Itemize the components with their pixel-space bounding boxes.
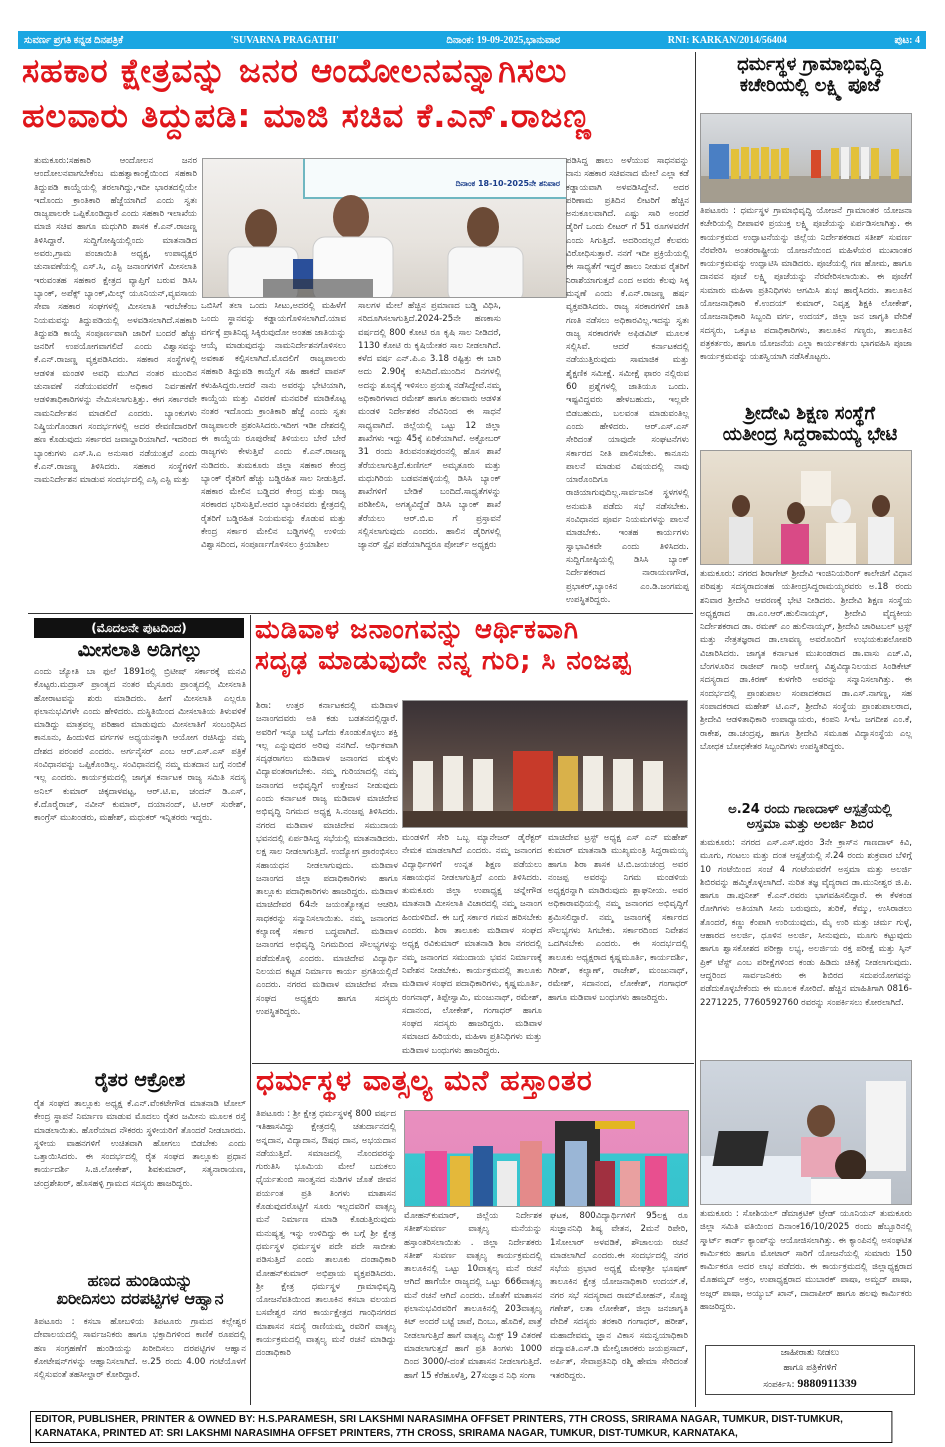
rni-number: RNI: KARKAN/2014/56404 [667, 34, 787, 46]
madivala-column-3: ಮಾಚಿದೇವ ಟ್ರಸ್ಟ್ ಅಧ್ಯಕ್ಷ ಎಸ್ ಎನ್ ಮಹೇಶ್ ಕುಮಾರ್ ಮಾತನಾಡಿ ಮುಖ್ಯಮಂತ್ರಿ ಸಿದ್ದರಾಮಯ್ಯ ಹಾಗೂ ಶಿರಾ ಶಾಸಕ ಟಿ.ಬಿ.ಜಯಚಂದ್ರ ಅವರ ನಂಜಪ್ಪ ಅವರನ್ನು ನಿಗಮ ಮಂಡಳಿಯ ಅಧ್ಯಕ್ಷರನ್ನಾಗಿ ಮಾಡಿರುವುದು ಶ್ಲಾಘನೀಯ. ಅವರ ಅಧಿಕಾರಾವಧಿಯಲ್ಲಿ ನಮ್ಮ ಜನಾಂಗದ ಅಭಿವೃದ್ಧಿಗೆ ಶ್ರಮಿಸಲಿದ್ದಾರೆ. ನಮ್ಮ ಜನಾಂಗಕ್ಕೆ ಸರ್ಕಾರದ ಸೌಲಭ್ಯಗಳು ಸಿಗಬೇಕು. ಸರ್ಕಾರದಿಂದ ನಿವೇಶನ ಒದಗಿಸಬೇಕು ಎಂದರು. ಈ ಸಂದರ್ಭದಲ್ಲಿ ತಾಲೂಕು ಅಧ್ಯಕ್ಷರಾದ ಕೃಷ್ಣಮೂರ್ತಿ, ಕಾರ್ಯದರ್ಶಿ, ಗಿರೀಶ್, ಕಲ್ಯಾಣ್, ರಾಜೇಶ್, ಮಂಜುನಾಥ್, ರಮೇಶ್, ಸದಾನಂದ, ಲೋಕೇಶ್, ಗಂಗಾಧರ್ ಹಾಗೂ ಮಡಿವಾಳ ಬಂಧುಗಳು ಹಾಜರಿದ್ದರು. [548, 833, 688, 1003]
reservation-foundation-body: ಎಂದು ಜ್ಯೋತಿ ಬಾ ಫುಲೆ 1891ರಲ್ಲಿ ಬ್ರಿಟೀಷ್ ಸರ್ಕಾರಕ್ಕೆ ಮನವಿ ಕೊಟ್ಟರು.ಮದ್ರಾಸ್ ಪ್ರಾಂತ್ಯದ ನಂತರ ಮೈಸೂರು ಪ್ರಾಂತ್ಯದಲ್ಲಿ ಮೀಸಲಾತಿ ಹೋರಾಟವನ್ನು ಶುರು ಮಾಡಿದರು. ಹೀಗೆ ಮೀಸಲಾತಿ ಎಲ್ಲರೂ ಫಲಾನುಭವಿಗಳೇ ಎಂದು ಹೇಳಿದರು. ದುಸ್ಥಿತಿಯಿಂದ ಮೀಸಲಾತಿಯ ತಿಳುವಳಿಕೆ ಮಾಡಿದ್ದು ಮಾತ್ರವಲ್ಲ ಪರಿಹಾರ ಮಾಡುವುದು ಮೀಸಲಾತಿಗೆ ಸಂಬಂಧಿಸಿದ ಕಾನೂನು, ಹಿಂದುಳಿದ ವರ್ಗಗಳ ಅಧ್ಯಯನಕ್ಕಾಗಿ ಆಯೋಗ ರಚಿಸಿದ್ದು ನಮ್ಮ ದೇಶದ ಪರಂಪರೆ ಎಂದರು. ಅರ್ಗನೈಸರ್ ಎಂಬ ಆರ್.ಎಸ್.ಎಸ್ ಪತ್ರಿಕೆ ಸಂವಿಧಾನವನ್ನು ಒಪ್ಪಿಕೊಂಡಿಲ್ಲ. ಸಂವಿಧಾನದಲ್ಲಿ ನಮ್ಮ ಮತದಾನ ಬಗ್ಗೆ ನಂಬಿಕೆ ಇಲ್ಲ ಎಂದರು. ಕಾರ್ಯಕ್ರಮದಲ್ಲಿ ಜಾಗೃತ ಕರ್ನಾಟಕ ರಾಜ್ಯ ಸಮಿತಿ ಸದಸ್ಯ ಅನಿಲ್ ಕುಮಾರ್ ಚಿಕ್ಕದಾಳವಟ್ಟ, ಆರ್.ಟಿ.ಐ, ಚಂದನ್ ಡಿ.ಎಸ್, ಕೆ.ದೊರೈರಾಜ್, ನವೀನ್ ಕುಮಾರ್, ದಯಾನಂದ್, ಟಿ.ಆರ್ ಸುರೇಶ್, ಕಾಂಗ್ರೆಸ್ ಮುಖಂಡರು, ಮಹೇಶ್, ಮಧುಕರ್ ಇನ್ನಿತರರು ಇದ್ದರು. [34, 667, 246, 824]
sridevi-headline-line2: ಯತೀಂದ್ರ ಸಿದ್ದರಾಮಯ್ಯ ಭೇಟಿ [722, 423, 898, 445]
madivala-headline [255, 617, 695, 676]
tender-headline-line1: ಹಣದ ಹುಂಡಿಯನ್ನು [87, 1271, 193, 1290]
lead-headline-line1: ಸಹಕಾರ ಕ್ಷೇತ್ರವನ್ನು ಜನರ ಆಂದೋಲನವನ್ನಾಗಿಸಲು [22, 51, 568, 90]
ad-phone-number: 9880911339 [797, 1376, 857, 1390]
photo-banner-date: ದಿನಾಂಕ 18-10-2025ನೇ ಶನಿವಾರ [455, 179, 560, 188]
sridevi-headline-line1: ಶ್ರೀದೇವಿ ಶಿಕ್ಷಣ ಸಂಸ್ಥೆಗೆ [745, 403, 875, 424]
lead-photo-press-conference [202, 158, 567, 298]
lead-column-3: ಸಾಲಗಳ ಮೇಲೆ ಹೆಚ್ಚಿನ ಪ್ರಮಾಣದ ಬಡ್ಡಿ ವಿಧಿಸಿ, ಸರಿದೂಗಿಸಲಾಗುತ್ತಿದೆ.2024-25ನೇ ಹಣಕಾಸು ವರ್ಷದಲ್ಲಿ 800 ಕೋಟಿ ರೂ ಕೃಷಿ ಸಾಲ ನೀಡಿದರೆ, 1130 ಕೋಟಿ ರು ಕೃಷಿಯೇತರ ಸಾಲ ನೀಡಲಾಗಿದೆ. ಕಳೆದ ವರ್ಷ ಎನ್.ಪಿ.ಎ 3.18 ರಷ್ಟಿತ್ತು ಈ ಬಾರಿ ಅದು 2.90ಕ್ಕೆ ಕುಸಿದಿದೆ.ಮುಂದಿನ ದಿನಗಳಲ್ಲಿ ಅದನ್ನು ಶೂನ್ಯಕ್ಕೆ ಇಳಿಸಲು ಪ್ರಯತ್ನ ನಡೆಸಿದ್ದೇವೆ.ನಮ್ಮ ಅಧಿಕಾರಿಗಳಾದ ರಮೇಶ್ ಹಾಗೂ ಹಲವಾರು ಆಡಳಿತ ಮಂಡಳಿ ನಿರ್ದೇಶಕರ ನೆರವಿನಿಂದ ಈ ಸಾಧನೆ ಸಾಧ್ಯವಾಗಿದೆ. ಜಿಲ್ಲೆಯಲ್ಲಿ ಒಟ್ಟು 12 ಜಿಲ್ಲಾ ಶಾಖೆಗಳು ಇದ್ದು 45ಕ್ಕೆ ಏರಿಕೆಯಾಗಿವೆ. ಅಕ್ಟೋಬರ್ 31 ರಂದು ತಿರುವನಂತಪುರಂನಲ್ಲಿ ಹೊಸ ಶಾಖೆ ತೆರೆಯಲಾಗುತ್ತಿದೆ.ಕುಣಿಗಲ್ ಅಮೃತೂರು ಮತ್ತು ಮಧುಗಿರಿಯ ಬಡವನಹಳ್ಳಿಯಲ್ಲಿ ಡಿಸಿಸಿ ಬ್ಯಾಂಕ್ ಶಾಖೆಗಳಿಗೆ ಬೇಡಿಕೆ ಬಂದಿದೆ.ಸಾಧ್ಯತೆಗಳನ್ನು ಪರಿಶೀಲಿಸಿ, ಅಗತ್ಯವಿದ್ದೆಡೆ ಡಿಸಿಸಿ ಬ್ಯಾಂಕ್ ಶಾಖೆ ತೆರೆಯಲು ಆರ್.ಬಿ.ಐ ಗೆ ಪ್ರಸ್ತಾವನೆ ಸಲ್ಲಿಸಲಾಗುವುದು ಎಂದರು. ಹಾಲಿನ ಡೈರಿಗಳಲ್ಲಿ ಜ್ಯಾನರ್ ಸ್ಪೈನ ಪಡೆಯಾಗಿದ್ದರೂ ಪೋರ್ಜ್ ಅಧ್ಯಕ್ಷರು [358, 301, 501, 551]
tender-body: ತಿಪಟೂರು : ಕಸಬಾ ಹೋಬಳಿಯ ತಿಪಟೂರು ಗ್ರಾಮದ ಕಲ್ಲೇಶ್ವರ ದೇವಾಲಯದಲ್ಲಿ ಸಾರ್ವಜನಿಕರು ಹಾಗೂ ಭಕ್ತಾದಿಗಳಿಂದ ಕಾಣಿಕೆ ರೂಪದಲ್ಲಿ ಹಣ ಸಂಗ್ರಹಣೆಗೆ ಹುಂಡಿಯನ್ನು ಖರೀದಿಸಲು ದರಪಟ್ಟಿಗಳ ಆಹ್ವಾನ ಕೋಟೇಷನ್‌ಗಳನ್ನು ಆಹ್ವಾನಿಸಲಾಗಿದೆ. ಅ.25 ರಂದು 4.00 ಗಂಟೆಯೊಳಗೆ ಸಲ್ಲಿಸುವಂತೆ ತಹಸೀಲ್ದಾರ್ ಕೋರಿದ್ದಾರೆ. [34, 1317, 246, 1381]
sridevi-headline [700, 404, 920, 445]
lakshmi-pooja-body: ತಿಪಟೂರು : ಧರ್ಮಸ್ಥಳ ಗ್ರಾಮಾಭಿವೃದ್ಧಿ ಯೋಜನೆ ಗ್ರಾಮಾಂತರ ಯೋಜನಾ ಕಚೇರಿಯಲ್ಲಿ ದೀಪಾವಳಿ ಪ್ರಯುಕ್ತ ಲಕ್ಷ್ಮಿ ಪೂಜೆಯನ್ನು ಏರ್ಪಡಿಸಲಾಗಿತ್ತು. ಈ ಕಾರ್ಯಕ್ರಮದ ಉದ್ಘಾಟನೆಯನ್ನು ಜಿಲ್ಲೆಯ ನಿರ್ದೇಶಕರಾದ ಸತೀಶ್ ಸುವರ್ಣ ನೆರವೇರಿಸಿ ಅಂತರರಾಷ್ಟ್ರೀಯ ಯೋಜನೆಯಿಂದ ಮಹಿಳೆಯರ ಮುಖಾಂತರ ಕಾರ್ಯಕ್ರಮವನ್ನು ಉದ್ಘಾಟಿಸಿ ಮಾಡಿದರು. ಪೂಜೆಯಲ್ಲಿ ಗಣ ಹೋಮ, ಹಾಗೂ ದಾನವನ ಪೂಜೆ ಲಕ್ಷ್ಮಿ ಪೂಜೆಯನ್ನು ನೆರವೇರಿಸಲಾಯಿತು. ಈ ಪೂಜೆಗೆ ಸುಮಾರು ಮಹಿಳಾ ಪ್ರತಿನಿಧಿಗಳು ಆಗಮಿಸಿ ಶುಭ ಹಾರೈಸಿದರು. ತಾಲೂಕಿನ ಯೋಜನಾಧಿಕಾರಿ ಕೆ.ಉದಯ್ ಕುಮಾರ್, ನಿವೃತ್ತ ಶಿಕ್ಷಕಿ ಲೋಕೇಶ್, ಯೋಜನಾಧಿಕಾರಿ ಸಿಬ್ಬಂದಿ ವರ್ಗ, ಉದಯ್, ಜಿಲ್ಲಾ ಜನ ಜಾಗೃತಿ ವೇದಿಕೆ ಸದಸ್ಯರು, ಒಕ್ಕೂಟ ಪದಾಧಿಕಾರಿಗಳು, ತಾಲೂಕಿನ ಗಣ್ಯರು, ತಾಲೂಕಿನ ಪತ್ರಕರ್ತರು, ಹಾಗೂ ಯೋಜನೆಯ ಎಲ್ಲಾ ಕಾರ್ಯಕರ್ತರು ಭಾಗವಹಿಸಿ ಪೂಜಾ ಕಾರ್ಯಕ್ರಮವನ್ನು ಯಶಸ್ವಿಯಾಗಿ ನಡೆಸಿಕೊಟ್ಟರು. [700, 206, 912, 363]
press-conference-people-illustration [203, 159, 567, 298]
ad-contact-label: ಸಂಪರ್ಕಿಸಿ: [763, 1380, 795, 1390]
lakshmi-pooja-photo [700, 113, 912, 203]
lead-headline-line2: ಹಲವಾರು ತಿದ್ದುಪಡಿ: ಮಾಜಿ ಸಚಿವ ಕೆ.ಎನ್.ರಾಜಣ್ಣ [22, 95, 592, 135]
advertisement-contact-box [705, 1345, 915, 1395]
reservation-foundation-headline: ಮೀಸಲಾತಿ ಅಡಿಗಲ್ಲು [77, 639, 203, 661]
vatsalya-column-3: ಘಟಕ, 800ವಿದ್ಯಾರ್ಥಿಗಳಿಗೆ 95ಲಕ್ಷ ರೂ ಸುಜ್ಞಾನನಿಧಿ ಶಿಷ್ಯ ವೇತನ, 2ಮನೆ ರಿಪೇರಿ, 1ಸೋಲಾರ್ ಅಳವಡಿಕೆ, ಶೌಚಾಲಯ ರಚನೆ ಮಾಡಲಾಗಿದೆ ಎಂದರು.ಈ ಸಂದರ್ಭದಲ್ಲಿ ನಗರ ಸಭೆಯ ಪ್ರಭಾರ ಅಧ್ಯಕ್ಷೆ ಮೇಘಶ್ರೀ ಭೂಷಣ್ ತಾಲೂಕಿನ ಕ್ಷೇತ್ರ ಯೋಜನಾಧಿಕಾರಿ ಉದಯ್.ಕೆ, ನಗರ ಸಭೆ ಸದಸ್ಯರಾದ ರಾಮ್‌ಮೋಹನ್, ಸೊಪ್ಪು ಗಣೇಶ್, ಲತಾ ಲೋಕೇಶ್, ಜಿಲ್ಲಾ ಜನಜಾಗೃತಿ ವೇದಿಕೆ ಸದಸ್ಯರು ತರಕಾರಿ ಗಂಗಾಧರ್, ಹರೀಶ್, ಮಹಾದೇವಮ್ಮ ಜ್ಞಾನ ವಿಕಾಸ ಸಮನ್ವಯಾಧಿಕಾರಿ ಪದ್ಮಾವತಿ.ಎಸ್.ಡಿ ಮೇಲ್ವಿಚಾರಕರು ಜಯಪ್ರಸಾದ್, ಅರ್ಪಿತ್, ಸೇವಾಪ್ರತಿನಿಧಿ ರಶ್ಮಿ ಹೇಮಾ ಸೇರಿದಂತೆ ಇತರರಿದ್ದರು. [550, 1211, 688, 1381]
column-divider [695, 52, 696, 1407]
laptop-desk-illustration [701, 1061, 912, 1205]
paper-name-kannada: ಸುವರ್ಣ ಪ್ರಗತಿ ಕನ್ನಡ ದಿನಪತ್ರಿಕೆ [24, 34, 124, 46]
smart-card-camp-body: ತುಮಕೂರು : ಸೋಶಿಯಲ್ ಡೆಮಾಕ್ರಟಿಕ್ ಟ್ರೇಡ್ ಯೂನಿಯನ್ ತುಮಕೂರು ಜಿಲ್ಲಾ ಸಮಿತಿ ವತಿಯಿಂದ ದಿನಾಂಕ16/10/2025 ರಂದು ಹೆಬ್ಬೂರಿನಲ್ಲಿ ಸ್ಮಾರ್ಟ್ ಕಾರ್ಡ್ ಕ್ಯಾಂಪ್‌ನ್ನು ಆಯೋಜಿಸಲಾಗಿತ್ತು. ಈ ಕ್ಯಾಂಪಿನಲ್ಲಿ ಅಸಂಘಟಿತ ಕಾರ್ಮಿಕರು ಹಾಗೂ ಮೋಟಾರ್ ಸಾರಿಗೆ ಯೋಜನೆಯಲ್ಲಿ ಸುಮಾರು 150 ಕಾರ್ಮಿಕರೂ ಅದರ ಲಾಭ ಪಡೆದರು. ಈ ಕಾರ್ಯಕ್ರಮದಲ್ಲಿ ಜಿಲ್ಲಾಧ್ಯಕ್ಷರಾದ ಮೊಹಮ್ಮದ್ ಅಕ್ರಂ, ಉಪಾಧ್ಯಕ್ಷರಾದ ಮುಬಾರಕ್ ಪಾಷಾ, ಅಮ್ಜದ್ ಪಾಷಾ, ಅಜ್ಗರ್ ಪಾಷಾ, ಅಯ್ಯುಬ್ ಖಾನ್, ದಾದಾಪೀರ್ ಹಾಗೂ ಹಲವು ಕಾರ್ಮಿಕರು ಹಾಜರಿದ್ದರು. [700, 1209, 912, 1313]
asthma-camp-headline-line2: ಅಸ್ತಮಾ ಮತ್ತು ಅಲರ್ಜಿ ಶಿಬಿರ [746, 816, 874, 832]
ad-contact [706, 1376, 914, 1393]
vatsalya-column-1: ತಿಪಟೂರು : ಶ್ರೀ ಕ್ಷೇತ್ರ ಧರ್ಮಸ್ಥಳಕ್ಕೆ 800 ವರ್ಷದ ಇತಿಹಾಸವಿದ್ದು ಕ್ಷೇತ್ರದಲ್ಲಿ ಚತುರ್ದಾನದಲ್ಲಿ ಅನ್ನದಾನ, ವಿದ್ಯಾದಾನ, ಔಷಧ ದಾನ, ಅಭಯದಾನ ನಡೆಯುತ್ತಿದೆ. ಸಮಾಜದಲ್ಲಿ ನೊಂದವರನ್ನು ಗುರುತಿಸಿ ಭೂಮಿಯ ಮೇಲೆ ಬದುಕಲು ಧೈರ್ಯತುಂಬಿ ಸಾಂತ್ವನದ ನುಡಿಗಳ ಜೊತೆ ಜೀವನ ಪರ್ಯಂತ ಪ್ರತಿ ತಿಂಗಳು ಮಾಶಾಸನ ಕೊಡುವುದರೊಟ್ಟಿಗೆ ಸೂರು ಇಲ್ಲದವರಿಗೆ ವಾತ್ಸಲ್ಯ ಮನೆ ನಿರ್ಮಾಣ ಮಾಡಿ ಕೊಡುತ್ತಿರುವುದು ಮನುಷ್ಯತ್ವ ಇನ್ನು ಉಳಿದಿದ್ದು ಈ ಬಗ್ಗೆ ಶ್ರೀ ಕ್ಷೇತ್ರ ಧರ್ಮಸ್ಥಳ ಧರ್ಮಸ್ಥಳ ಪದೇ ಪದೇ ಸಾಬೀತು ಪಡಿಸುತ್ತಿದೆ ಎಂದು ತಾಲೂಕು ದಂಡಾಧಿಕಾರಿ ಮೋಹನ್‌ಕುಮಾರ್ ಅಭಿಪ್ರಾಯ ವ್ಯಕ್ತಪಡಿಸಿದರು. ಶ್ರೀ ಕ್ಷೇತ್ರ ಧರ್ಮಸ್ಥಳ ಗ್ರಾಮಾಭಿವೃದ್ಧಿ ಯೋಜನೆವತಿಯಿಂದ ತಾಲೂಕಿನ ಕಸಬಾ ವಲಯದ ಬಸವೇಶ್ವರ ನಗರ ಕಾರ್ಯಕ್ಷೇತ್ರದ ಗಾಂಧಿನಗರದ ಮಾಶಾಸನ ಸದಸ್ಯೆ ರಾಣಿಯಮ್ಮ ರವರಿಗೆ ವಾತ್ಸಲ್ಯ ಕಾರ್ಯಕ್ರಮದಲ್ಲಿ ವಾತ್ಸಲ್ಯ ಮನೆ ರಚನೆ ಮಾಡಿದ್ದು ದಂಡಾಧಿಕಾರಿ [256, 1109, 396, 1359]
lakshmi-pooja-headline-line1: ಧರ್ಮಸ್ಥಳ ಗ್ರಾಮಾಭಿವೃದ್ಧಿ [737, 54, 883, 75]
asthma-camp-headline [700, 803, 920, 833]
lead-column-1: ತುಮಕೂರು:ಸಹಕಾರಿ ಆಂದೋಲನ ಜನರ ಆಂದೋಲನವಾಗಬೇಕೆಂಬ ಮಹತ್ವಾಕಾಂಕ್ಷೆಯಿಂದ ಸಹಕಾರಿ ತಿದ್ದುಪಡಿ ಕಾಯ್ದೆಯಲ್ಲಿ ತರಲಾಗಿದ್ದು,ಇದೀ ಭಾರತದಲ್ಲಿಯೇ ಇದೊಂದು ಕ್ರಾಂತಿಕಾರಿ ಹೆಜ್ಜೆಯಾಗಿದೆ ಎಂದು ಸ್ವತಃ ರಾಜ್ಯಪಾಲರೇ ಒಪ್ಪಿಕೊಂಡಿದ್ದಾರೆ ಎಂದು ಸಹಕಾರಿ ಇಲಾಖೆಯ ಮಾಜಿ ಸಚಿವ ಹಾಗೂ ಮಧುಗಿರಿ ಶಾಸಕ ಕೆ.ಎನ್.ರಾಜಣ್ಣ ತಿಳಿಸಿದ್ದಾರೆ. ಸುದ್ದಿಗೋಷ್ಠಿಯಲ್ಲಿಂದು ಮಾತನಾಡಿದ ಅವರು,ಗ್ರಾಮ ಪಂಚಾಯಿತಿ ಅಧ್ಯಕ್ಷ, ಉಪಾಧ್ಯಕ್ಷರ ಚುನಾವಣೆಯಲ್ಲಿ ಎಸ್.ಸಿ, ಎಸ್ಟಿ ಜನಾಂಗಗಳಿಗೆ ಮೀಸಲಾತಿ ಇರುವಂತಹ ಸಹಕಾರ ಕ್ಷೇತ್ರದ ವ್ಯಾಪ್ತಿಗೆ ಬರುವ ಡಿಸಿಸಿ ಬ್ಯಾಂಕ್, ಅಪೆಕ್ಸ್ ಬ್ಯಾಂಕ್,ಮಿಲ್ಕ್ ಯೂನಿಯನ್,ವ್ಯವಸಾಯ ಸೇವಾ ಸಹಕಾರ ಸಂಘಗಳಲ್ಲಿ ಮೀಸಲಾತಿ ಇರಬೇಕೆಂಬ ನಿಯಮವನ್ನು ತಿದ್ದುಪಡಿಯಲ್ಲಿ ಅಳವಡಿಸಲಾಗಿದೆ.ಸಹಕಾರಿ ತಿದ್ದುಪಡಿ ಕಾಯ್ದೆ ಸಂಪೂರ್ಣವಾಗಿ ಜಾರಿಗೆ ಬಂದರೆ ಹೆಚ್ಚು ಜನರಿಗೆ ಉಪಯೋಗವಾಗಲಿದೆ ಎಂದು ವಿಶ್ವಾಸವನ್ನು ಕೆ.ಎನ್.ರಾಜಣ್ಣ ವ್ಯಕ್ತಪಡಿಸಿದರು. ಸಹಕಾರ ಸಂಸ್ಥೆಗಳಲ್ಲಿ ಆಡಳಿತ ಮಂಡಳಿ ಅವಧಿ ಮುಗಿದ ನಂತರ ಮುಂದಿನ ಚುನಾವಣೆ ನಡೆಯುವವರೆಗೆ ಅಧಿಕಾರ ನಿರ್ವಹಣೆಗೆ ಆಡಳಿತಾಧಿಕಾರಿಗಳನ್ನು ನೇಮಿಸಲಾಗುತ್ತಿತ್ತು. ಈಗ ಸರ್ಕಾರವೇ ನಾಮನಿರ್ದೇಶನ ಮಾಡಲಿದೆ ಎಂದರು. ಬ್ಯಾಂಕುಗಳು ನಿಷ್ಕ್ರಿಯಗೊಂಡಾಗ ಸಂದರ್ಭಗಳಲ್ಲಿ ಅದರ ಠೇವಣಿದಾರರಿಗೆ ಹಣ ಕೊಡುವುದು ಸರ್ಕಾರದ ಜವಾಬ್ದಾರಿಯಾಗಿದೆ. ಇದರಿಂದ ಬ್ಯಾಂಕುಗಳು ಎಸ್.ಸಿ.ಎ ಅನುಸಾರ ನಡೆಯುತ್ತವೆ ಎಂದು ಕೆ.ಎನ್.ರಾಜಣ್ಣ ತಿಳಿಸಿದರು. ಸಹಕಾರ ಸಂಸ್ಥೆಗಳಿಗೆ ನಾಮನಿರ್ದೇಶನ ಮಾಡುವ ಸಂದರ್ಭದಲ್ಲಿ ಎಸ್ಸಿ ಎಸ್ಟಿ ಮತ್ತು [34, 156, 197, 486]
group-photo-illustration [701, 114, 912, 203]
asthma-camp-headline-line1: ಅ.24 ರಂದು ಗಾಣದಾಳ್ ಆಸ್ಪತ್ರೆಯಲ್ಲಿ [728, 802, 892, 817]
asthma-camp-body: ತುಮಕೂರು: ನಗರದ ಎಸ್.ಎಸ್.ಪುರಂ 3ನೇ ಕ್ರಾಸ್‌ನ ಗಾಣದಾಳ್ ಕಿವಿ, ಮೂಗು, ಗಂಟಲು ಮತ್ತು ದಂತ ಆಸ್ಪತ್ರೆಯಲ್ಲಿ ಸೆ.24 ರಂದು ಶುಕ್ರವಾರ ಬೆಳಿಗ್ಗೆ 10 ಗಂಟೆಯಿಂದ ಸಂಜೆ 4 ಗಂಟೆಯವರೆಗೆ ಅಸ್ತಮಾ ಮತ್ತು ಅಲರ್ಜಿ ಶಿಬಿರವನ್ನು ಹಮ್ಮಿಕೊಳ್ಳಲಾಗಿದೆ. ನುರಿತ ತಜ್ಞ ವೈದ್ಯರಾದ ಡಾ.ಮುನೀಶ್ವರ ಜಿ.ಪಿ. ಹಾಗೂ ಡಾ.ಪುನೀತ್ ಕೆ.ಎನ್.ರವರು ಭಾಗವಹಿಸಲಿದ್ದಾರೆ. ಈ ಕೆಳಕಂಡ ರೋಗಿಗಳು ಅತಿಯಾಗಿ ಸೀನು ಬರುವುದು, ತುರಿಕೆ, ಕೆಮ್ಮು, ಉಸಿರಾಡಲು ತೊಂದರೆ, ಕಣ್ಣು ಕೆಂಪಾಗಿ ಉರಿಯುವುದು, ಮೈ ಉರಿ ಮತ್ತು ಚರ್ಮ ಗುಳ್ಳೆ, ಆಹಾರದ ಅಲರ್ಜಿ, ಧೂಳಿನ ಅಲರ್ಜಿ, ಸೀನುವುದು, ಮೂಗು ಕಟ್ಟುವುದು ಹಾಗೂ ಶ್ವಾಸಕೋಶದ ಪರೀಕ್ಷಾ ಲಭ್ಯ, ಅಲರ್ಜಿಯ ರಕ್ತ ಪರೀಕ್ಷೆ ಮತ್ತು ಸ್ಕಿನ್ ಪ್ರಿಕ್ ಟೆಸ್ಟ್ ಎಂಬ ಪರೀಕ್ಷೆಗಳಿಂದ ಕಂಡು ಹಿಡಿದು ಚಿಕಿತ್ಸೆ ನೀಡಲಾಗುವುದು. ಆದ್ದರಿಂದ ಸಾರ್ವಜನಿಕರು ಈ ಶಿಬಿರದ ಸದುಪಯೋಗವನ್ನು ಪಡೆದುಕೊಳ್ಳಬೇಕೆಂದು ಈ ಮೂಲಕ ಕೋರಿದೆ. ಹೆಚ್ಚಿನ ಮಾಹಿತಿಗಾಗಿ 0816-2271225, 7760592760 ರವರನ್ನು ಸಂಪರ್ಕಿಸಲು ಕೋರಲಾಗಿದೆ. [700, 838, 912, 1008]
continued-from-front-page-label: (ಮೊದಲನೇ ಪುಟದಿಂದ) [34, 618, 244, 638]
tender-headline-line2: ಖರೀದಿಸಲು ದರಪಟ್ಟಿಗಳ ಆಹ್ವಾನ [56, 1289, 224, 1309]
ad-line-2: ಹಾಗೂ ಪತ್ರಿಕೆಗಳಿಗೆ [783, 1363, 837, 1373]
farmers-protest-body: ರೈತ ಸಂಘದ ತಾಲ್ಲೂಕು ಅಧ್ಯಕ್ಷ ಕೆ.ಎನ್.ವೆಂಕಟೇಗೌಡ ಮಾತನಾಡಿ ಟೋಲ್ ಕೇಂದ್ರ ಸ್ಥಾಪನೆ ನಿರ್ಮಾಣ ಮಾಡುವ ಮೊದಲು ರೈತರ ಜಮೀನು ಮೂಲಕ ರಸ್ತೆ ಮಾಡಲಾಯಿತು. ಹೊರೆಯಾದ ನೌಕರರು ಸ್ಥಳೀಯರಿಗೆ ತೊಂದರೆ ನೀಡಬಾರದು. ಸ್ಥಳೀಯ ವಾಹನಗಳಿಗೆ ಉಚಿತವಾಗಿ ಹೋಗಲು ಬಿಡಬೇಕು ಎಂದು ಒತ್ತಾಯಿಸಿದರು. ಈ ಸಂದರ್ಭದಲ್ಲಿ ರೈತ ಸಂಘದ ತಾಲ್ಲೂಕು ಪ್ರಧಾನ ಕಾರ್ಯದರ್ಶಿ ಸಿ.ಜಿ.ಲೋಕೇಶ್, ಶಿವಕುಮಾರ್, ಸತ್ಯನಾರಾಯಣ, ಚಂದ್ರಶೇಖರ್, ಹೊಸಹಳ್ಳಿ ಗ್ರಾಮದ ಸದಸ್ಯರು ಹಾಜರಿದ್ದರು. [34, 1099, 246, 1189]
felicitation-photo-illustration [701, 451, 912, 565]
vatsalya-column-2: ಮೋಹನ್‌ಕುಮಾರ್, ಜಿಲ್ಲೆಯ ನಿರ್ದೇಶಕ ಸತೀಶ್‌ಸುವರ್ಣ ವಾತ್ಸಲ್ಯ ಮನೆಯನ್ನು ಹಸ್ತಾಂತರಿಸಲಾಯಿತು . ಜಿಲ್ಲಾ ನಿರ್ದೇಶಕರು ಸತೀಶ್ ಸುವರ್ಣ ವಾತ್ಸಲ್ಯ ಕಾರ್ಯಕ್ರಮದಲ್ಲಿ ತಾಲೂಕಿನಲ್ಲಿ ಒಟ್ಟು 10ವಾತ್ಸಲ್ಯ ಮನೆ ರಚನೆ ಆಗಿದೆ ಹಾಗೆಯೇ ರಾಜ್ಯದಲ್ಲಿ ಒಟ್ಟು 666ವಾತ್ಸಲ್ಯ ಮನೆ ರಚನೆ ಆಗಿದೆ ಎಂದರು. ಜೊತೆಗೆ ಮಾಶಾಸನ ಫಲಾನುಭವಿರವರಿಗೆ ತಾಲೂಕಿನಲ್ಲಿ 203ವಾತ್ಸಲ್ಯ ಕಿಟ್ ಅಂದರೆ ಬಟ್ಟೆ ಚಾಪೆ, ದಿಂಬು, ಹೊದಿಕೆ, ಪಾತ್ರೆ ನೀಡಲಾಗುತ್ತಿದೆ ಹಾಗೆ ವಾತ್ಸಲ್ಯ ಮಿಕ್ಸ್ 19 ವಿತರಣೆ ಮಾಡಲಾಗುತ್ತದೆ ಹಾಗೆ ಪ್ರತಿ ತಿಂಗಳು 1000 ದಿಂದ 3000/-ದಂತೆ ಮಾಶಾಸನ ನೀಡಲಾಗುತ್ತಿದೆ. ಹಾಗೆ 15 ಕೆರೆಹೂಳೆತ್ತಿ, 27ಸುಜ್ಞಾನ ನಿಧಿ ಸಂಗಾ [404, 1211, 542, 1381]
paper-name-english: 'SUVARNA PRAGATHI' [230, 34, 339, 46]
madivala-column-1: ಶಿರಾ: ಉತ್ತರ ಕರ್ನಾಟಕದಲ್ಲಿ ಮಡಿವಾಳ ಜನಾಂಗದವರು ಅತಿ ಕಡು ಬಡತನದಲ್ಲಿದ್ದಾರೆ. ಅವರಿಗೆ ಇನ್ನೂ ಬಟ್ಟೆ ಒಗೆದು ಕೊಂಡುಕೊಳ್ಳಲು ಶಕ್ತಿ ಇಲ್ಲ ಎನ್ನುವುದರ ಅರಿವು ನನಗಿದೆ. ಆರ್ಥಿಕವಾಗಿ ಸದೃಢರಾಗಲು ಮಡಿವಾಳ ಜನಾಂಗದ ಮಕ್ಕಳು ವಿದ್ಯಾವಂತರಾಗಬೇಕು. ನಮ್ಮ ಗುರಿಯಾದಲ್ಲಿ ನಮ್ಮ ಜನಾಂಗದ ಅಭಿವೃದ್ಧಿಗೆ ಉತ್ತೇಜನ ನೀಡುವುದು ಎಂದು ಕರ್ನಾಟಕ ರಾಜ್ಯ ಮಡಿವಾಳ ಮಾಚಿದೇವ ಅಭಿವೃದ್ಧಿ ನಿಗಮದ ಅಧ್ಯಕ್ಷ ಸಿ.ನಂಜಪ್ಪ ತಿಳಿಸಿದರು. ನಗರದ ಮಡಿವಾಳ ಮಾಚಿದೇವ ಸಮುದಾಯ ಭವನದಲ್ಲಿ ಏರ್ಪಡಿಸಿದ್ದ ಸಭೆಯಲ್ಲಿ ಮಾತನಾಡಿದರು. ಲಕ್ಷ ಸಾಲ ನೀಡಲಾಗುತ್ತಿದೆ. ಉದ್ಯೋಗ ಪ್ರಾರಂಭಿಸಲು ಸಹಾಯಧನ ನೀಡಲಾಗುವುದು. ಮಡಿವಾಳ ಜನಾಂಗದ ಜಿಲ್ಲಾ ಪದಾಧಿಕಾರಿಗಳು ಹಾಗೂ ತಾಲ್ಲೂಕು ಪದಾಧಿಕಾರಿಗಳು ಹಾಜರಿದ್ದರು. ಮಡಿವಾಳ ಮಾಚಿದೇವರ 64ನೇ ಜಯಂತ್ಯೋತ್ಸವ ಆಚರಿಸಿ ಸಾಧಕರನ್ನು ಸನ್ಮಾನಿಸಲಾಯಿತು. ನಮ್ಮ ಜನಾಂಗದ ಕಲ್ಯಾಣಕ್ಕೆ ಸರ್ಕಾರ ಬದ್ಧವಾಗಿದೆ. ಮಡಿವಾಳ ಜನಾಂಗದ ಅಭಿವೃದ್ಧಿ ನಿಗಮದಿಂದ ಸೌಲಭ್ಯಗಳನ್ನು ಪಡೆದುಕೊಳ್ಳಿ ಎಂದರು. ಮಾಚಿದೇವ ವಿದ್ಯಾರ್ಥಿ ನಿಲಯದ ಕಟ್ಟಡ ನಿರ್ಮಾಣ ಕಾರ್ಯ ಪ್ರಗತಿಯಲ್ಲಿದೆ ಎಂದರು. ನಗರದ ಮಡಿವಾಳ ಮಾಚಿದೇವ ಸೇವಾ ಸಂಘದ ಅಧ್ಯಕ್ಷರು ಹಾಗೂ ಸದಸ್ಯರು ಉಪಸ್ಥಿತರಿದ್ದರು. [256, 701, 398, 1017]
lakshmi-pooja-headline-line2: ಕಚೇರಿಯಲ್ಲಿ ಲಕ್ಷ್ಮಿ ಪೂಜೆ [739, 74, 881, 96]
column-divider [250, 615, 251, 1405]
ad-line-1: ಜಾಹೀರಾತು ನೀಡಲು [780, 1348, 840, 1358]
masthead-bar [18, 31, 926, 49]
madivala-column-2: ಮಂಡಳಿಗೆ ಸೇರಿ ಒಬ್ಬ ಮ್ಯಾನೇಜರ್ ಡೈರೆಕ್ಟರ್ ನೇಮಕ ಮಾಡಲಾಗಿದೆ ಎಂದರು. ನಮ್ಮ ಜನಾಂಗದ ವಿದ್ಯಾರ್ಥಿಗಳಿಗೆ ಉನ್ನತ ಶಿಕ್ಷಣ ಪಡೆಯಲು ಸಹಾಯಧನ ನೀಡಲಾಗುತ್ತಿದೆ ಎಂದು ತಿಳಿಸಿದರು. ತುಮಕೂರು ಜಿಲ್ಲಾ ಉಪಾಧ್ಯಕ್ಷ ಚನ್ನೇಗೌಡ ಮಾತನಾಡಿ ಮೀಸಲಾತಿ ವಿಚಾರದಲ್ಲಿ ನಮ್ಮ ಜನಾಂಗ ಹಿಂದುಳಿದಿದೆ. ಈ ಬಗ್ಗೆ ಸರ್ಕಾರ ಗಮನ ಹರಿಸಬೇಕು ಎಂದರು. ಶಿರಾ ತಾಲೂಕು ಮಡಿವಾಳ ಸಂಘದ ಅಧ್ಯಕ್ಷ ರವಿಕುಮಾರ್ ಮಾತನಾಡಿ ಶಿರಾ ನಗರದಲ್ಲಿ ನಮ್ಮ ಜನಾಂಗದ ಸಮುದಾಯ ಭವನ ನಿರ್ಮಾಣಕ್ಕೆ ನಿವೇಶನ ನೀಡಬೇಕು. ಕಾರ್ಯಕ್ರಮದಲ್ಲಿ ತಾಲೂಕು ಮಡಿವಾಳ ಸಂಘದ ಪದಾಧಿಕಾರಿಗಳು, ಕೃಷ್ಣಮೂರ್ತಿ, ರಂಗನಾಥ್, ತಿಪ್ಪೇಸ್ವಾಮಿ, ಮಂಜುನಾಥ್, ರಮೇಶ್, ಸದಾನಂದ, ಲೋಕೇಶ್, ಗಂಗಾಧರ್ ಹಾಗೂ ಸಂಘದ ಸದಸ್ಯರು ಹಾಜರಿದ್ದರು. ಮಡಿವಾಳ ಸಮಾಜದ ಹಿರಿಯರು, ಮಹಿಳಾ ಪ್ರತಿನಿಧಿಗಳು ಮತ್ತು ಮಡಿವಾಳ ಬಂಧುಗಳು ಹಾಜರಿದ್ದರು. [402, 833, 542, 1056]
madivala-headline-line1: ಮಡಿವಾಳ ಜನಾಂಗವನ್ನು ಆರ್ಥಿಕವಾಗಿ [255, 615, 580, 645]
section-divider [28, 613, 693, 614]
lead-column-2: ಒಬಿಸಿಗೆ ತಲಾ ಒಂದು ಸೀಟು,ಅದರಲ್ಲಿ ಮಹಿಳೆಗೆ ಒಂದು ಸ್ಥಾನವನ್ನು ಕಡ್ಡಾಯಗೊಳಿಸಲಾಗಿದೆ.ಯಾವ ವರ್ಗಕ್ಕೆ ಪ್ರಾತಿನಿಧ್ಯ ಸಿಕ್ಕಿರುವುದೋ ಅಂತಹ ಜಾತಿಯನ್ನು ಆಯ್ಕೆ ಮಾಡುವುದನ್ನು ನಾಮನಿರ್ದೇಶನಗೊಳಿಸಲು ಅವಕಾಶ ಕಲ್ಪಿಸಲಾಗಿದೆ.ಮೊದಲಿಗೆ ರಾಜ್ಯಪಾಲರು ಸಹಕಾರಿ ತಿದ್ದುಪಡಿ ಕಾಯ್ದೆಗೆ ಸಹಿ ಹಾಕದೆ ವಾಪಸ್ ಕಳುಹಿಸಿದ್ದರು.ಆದರೆ ನಾನು ಅವರನ್ನು ಭೇಟಿಯಾಗಿ, ಕಾಯ್ದೆಯ ಮತ್ತು ವಿವರಣೆ ಮನವರಿಕೆ ಮಾಡಿಕೊಟ್ಟ ನಂತರ ಇದೊಂದು ಕ್ರಾಂತಿಕಾರಿ ಹೆಜ್ಜೆ ಎಂದು ಸ್ವತಃ ರಾಜ್ಯಪಾಲರೇ ಪ್ರಶಂಸಿಸಿದರು.ಇದೀಗ ಇಡೀ ದೇಶದಲ್ಲಿ ಈ ಕಾಯ್ದೆಯ ರೂಪುರೇಷೆ ತಿಳಿಯಲು ಬೇರೆ ಬೇರೆ ರಾಜ್ಯಗಳು ಕೇಳುತ್ತಿವೆ ಎಂದು ಕೆ.ಎನ್.ರಾಜಣ್ಣ ನುಡಿದರು. ತುಮಕೂರು ಜಿಲ್ಲಾ ಸಹಕಾರ ಕೇಂದ್ರ ಬ್ಯಾಂಕ್ ರೈತರಿಗೆ ಹೆಚ್ಚು ಬಡ್ಡಿರಹಿತ ಸಾಲ ನೀಡುತ್ತಿದೆ. ಸಹಕಾರ ಮೇಲಿನ ಬಡ್ಡಿದರ ಕೇಂದ್ರ ಮತ್ತು ರಾಜ್ಯ ಸರಕಾರದ ಭರಿಸುತ್ತಿವೆ.ಅದರ ಬ್ಯಾಂಕಿನವರು ಕ್ಷೇತ್ರದಲ್ಲಿ ರೈತರಿಗೆ ಬಡ್ಡಿರಹಿತ ನಿಯಮವನ್ನು ಕೊಡುವ ಮತ್ತು ಕೇಂದ್ರ ಸರ್ಕಾರ ಮೇಲಿನ ಬಡ್ಡಿಗಳಲ್ಲಿ ಉಳಿಯ ವಿಶ್ವಾಸದಿಂದ, ಸಂಪೂರ್ಣಗೊಳಿಸಲು ಕ್ರಿಯಾಶೀಲ [201, 301, 346, 551]
house-handover-illustration [405, 1111, 689, 1207]
sridevi-visit-photo [700, 450, 912, 565]
farmers-protest-headline: ರೈತರ ಆಕ್ರೋಶ [94, 1069, 186, 1091]
imprint-line-1: EDITOR, PUBLISHER, PRINTER & OWNED BY: H.S.PARAMESH, SRI LAKSHMI NARASIMHA OFFSET PRINTERS, 7TH CROSS, SRIRAMA NAGAR, TUMKUR, DIST-TUMKUR, [34, 1414, 843, 1425]
imprint-footer [30, 1411, 892, 1443]
madivala-group-photo [402, 700, 688, 828]
lakshmi-pooja-headline [700, 55, 920, 96]
lead-column-4: ಪಡಿಸಿದ್ದ ಹಾಲು ಅಳೆಯುವ ಸಾಧನವನ್ನು ನಾನು ಸಹಕಾರ ಸಚಿವನಾದ ಮೇಲೆ ಎಲ್ಲಾ ಕಡೆ ಕಡ್ಡಾಯವಾಗಿ ಅಳವಡಿಸಿದ್ದೇನೆ. ಅದರ ಪರಿಣಾಮ ಪ್ರತಿದಿನ ಲೀಟರಿಗೆ ಹೆಚ್ಚಿನ ಅನುಕೂಲವಾಗಿದೆ. ಎಷ್ಟು ಸಾರಿ ಅಂದರೆ ಡೈರಿಗೆ ಒಂದು ಲೀಟರ್ ಗೆ 51 ರೂಗಳವರೆಗೆ ಎಂದು ಸಿಗುತ್ತಿದೆ. ಅದರಿಂದಲ್ಲದೆ ಕೆಲವರು ವಿರೋಧಿಸುತ್ತಾರೆ. ನನಗೆ ಇದೀ ಪ್ರಕ್ರಿಯೆಯಲ್ಲಿ ಈ ಸಾಧ್ಯತೆಗೆ ಇದ್ದರೆ ಹಾಲು ನೀಡುವ ರೈತರಿಗೆ ನಿರಾಶೆಯಾಗುತ್ತದೆ ಎಂದ ಅವರು ಕೆಲವು ಸಿಕ್ಕ ಮನ್ನಣೆ ಎಂದು ಕೆ.ಎನ್.ರಾಜಣ್ಣ ಹರ್ಷ ವ್ಯಕ್ತಪಡಿಸಿದರು. ರಾಜ್ಯ ಸರಕಾರಗಳಿಗೆ ಜಾತಿ ಗಣತಿ ನಡೆಸಲು ಅಧಿಕಾರವಿಲ್ಲ.ಇದನ್ನು ಸ್ವತಃ ರಾಜ್ಯ ಸರಕಾರಗಳೇ ಅಫಿಡವಿಟ್ ಮೂಲಕ ಸಲ್ಲಿಸಿವೆ. ಆದರೆ ಕರ್ನಾಟಕದಲ್ಲಿ ನಡೆಯುತ್ತಿರುವುದು ಸಾಮಾಜಿಕ ಮತ್ತು ಶೈಕ್ಷಣಿಕ ಸಮೀಕ್ಷೆ. ಸಮೀಕ್ಷೆ ಫಾರಂ ನಲ್ಲಿರುವ 60 ಪ್ರಶ್ನೆಗಳಲ್ಲಿ ಜಾತಿಯೂ ಒಂದು. ಇಷ್ಟವಿದ್ದವರು ಹೇಳಬಹುದು, ಇಲ್ಲವೇ ಬಿಡಬಹುದು, ಬಲವಂತ ಮಾಡುವಂತಿಲ್ಲ ಎಂದು ಹೇಳಿದರು. ಆರ್.ಎಸ್.ಎಸ್ ಸೇರಿದಂತೆ ಯಾವುದೇ ಸಂಘಟನೆಗಳು ಸರ್ಕಾರದ ನೀತಿ ಪಾಲಿಸಬೇಕು. ಕಾನೂನು ಪಾಲನೆ ಮಾಡುವ ವಿಷಯದಲ್ಲಿ ನಾವು ಯಾರೊಂದಿಗೂ ರಾಜಿಯಾಗುವುದಿಲ್ಲ.ಸಾರ್ವಜನಿಕ ಸ್ಥಳಗಳಲ್ಲಿ ಅನುಮತಿ ಪಡೆದು ಸಭೆ ನಡೆಸಬೇಕು. ಸಂವಿಧಾನದ ಪೂರ್ವ ನಿಯಮಗಳನ್ನು ಪಾಲನೆ ಮಾಡಬೇಕು. ಇಂತಹ ಕಾರ್ಯಗಳು ಸ್ವಾಭಾವಿಕವೇ ಎಂದು ತಿಳಿಸಿದರು. ಸುದ್ದಿಗೋಷ್ಠಿಯಲ್ಲಿ ಡಿಸಿಸಿ ಬ್ಯಾಂಕ್ ನಿರ್ದೇಶಕರಾದ ನಾರಾಯಣಗೌಡ, ಪ್ರಭಾಕರ್,ಬ್ಯಾಂಕಿನ ಎಂ.ಡಿ.ಜಂಗಮಪ್ಪ ಉಪಸ್ಥಿತರಿದ್ದರು. [566, 156, 689, 605]
vatsalya-handover-photo [404, 1110, 689, 1207]
smart-card-camp-photo [700, 1060, 912, 1205]
sridevi-body: ತುಮಕೂರು: ನಗರದ ಶಿರಾಗೇಟ್ ಶ್ರೀದೇವಿ ಇಂಜಿನಿಯರಿಂಗ್ ಕಾಲೇಜಿಗೆ ವಿಧಾನ ಪರಿಷತ್ತು ಸದಸ್ಯರಾದಂತಹ ಯತೀಂದ್ರಸಿದ್ದರಾಮಯ್ಯರವರು ಅ.18 ರಂದು ಶನಿವಾರ ಶ್ರೀದೇವಿ ಆವರಣಕ್ಕೆ ಭೇಟಿ ನೀಡಿದರು. ಶ್ರೀದೇವಿ ಶಿಕ್ಷಣ ಸಂಸ್ಥೆಯ ಅಧ್ಯಕ್ಷರಾದ ಡಾ.ಎಂ.ಆರ್.ಹುಲಿನಾಯ್ಕರ್, ಶ್ರೀದೇವಿ ವೈದ್ಯಕೀಯ ನಿರ್ದೇಶಕರಾದ ಡಾ. ರಮಣ್ ಎಂ ಹುಲಿನಾಯ್ಕರ್, ಶ್ರೀದೇವಿ ಚಾರಿಟಬಲ್ ಟ್ರಸ್ಟ್ ಮತ್ತು ನೇತ್ರತಜ್ಞರಾದ ಡಾ.ಲಾವಣ್ಯ ಅವರೊಂದಿಗೆ ಉಭಯಕುಶಲೋಪರಿ ವಿಚಾರಿಸಿದರು. ಜಾಗೃತ ಕರ್ನಾಟಕ ಮುಖಂಡರಾದ ಡಾ.ವಾಸು ಎಚ್.ವಿ, ಬೆಂಗಳೂರಿನ ರಾಜೀವ್ ಗಾಂಧಿ ಆರೋಗ್ಯ ವಿಶ್ವವಿದ್ಯಾನಿಲಯದ ಸಿಂಡಿಕೇಟ್ ಸದಸ್ಯರಾದ ಡಾ.ಕಿರಣ್ ಕುಳಗೇರಿ ಅವರನ್ನು ಸನ್ಮಾನಿಸಲಾಗಿತ್ತು. ಈ ಸಂದರ್ಭದಲ್ಲಿ ಪ್ರಾಂಶುಪಾಲ ಸಂಪಾದಕರಾದ ಡಾ.ಎಸ್.ನಾಗಣ್ಣ, ಸಹ ಸಂಪಾದಕರಾದ ಮಹೇಶ್ ಟಿ.ಎನ್, ಶ್ರೀದೇವಿ ಸಂಸ್ಥೆಯ ಪ್ರಾಂಶುಪಾಲರಾದ, ಶ್ರೀದೇವಿ ಆಡಳಿತಾಧಿಕಾರಿ ಉಪಾಧ್ಯಾಯರು, ಕಂಪನಿ ಸಿಇಓ ಜಗದೀಶ ಎಂ.ಕೆ, ರಾಕೇಶ, ಡಾ.ಚಂದ್ರಪ್ಪ, ಹಾಗೂ ಶ್ರೀದೇವಿ ಸಮೂಹ ವಿದ್ಯಾಸಂಸ್ಥೆಯ ಎಲ್ಲ ಬೋಧಕ ಬೋಧಕೇತರ ಸಿಬ್ಬಂದಿಗಳು ಉಪಸ್ಥಿತರಿದ್ದರು. [700, 569, 912, 752]
tender-headline [30, 1272, 250, 1309]
vatsalya-headline: ಧರ್ಮಸ್ಥಳ ವಾತ್ಸಲ್ಯ ಮನೆ ಹಸ್ತಾಂತರ [256, 1064, 593, 1097]
madivala-headline-line2: ಸದೃಢ ಮಾಡುವುದೇ ನನ್ನ ಗುರಿ; ಸಿ ನಂಜಪ್ಪ [255, 646, 632, 677]
lead-headline [22, 51, 694, 135]
issue-date: ದಿನಾಂಕ: 19-09-2025,ಭಾನುವಾರ [446, 34, 561, 46]
imprint-line-2: KARNATAKA, PRINTED AT: SRI LAKSHMI NARASIMHA OFFSET PRINTERS, 7TH CROSS, SRIRAMA NAGAR, TUMKUR, DIST-TUMKUR, KARNATAKA, [34, 1428, 738, 1439]
page-number: ಪುಟ: 4 [894, 34, 920, 46]
crowd-illustration [403, 701, 688, 828]
